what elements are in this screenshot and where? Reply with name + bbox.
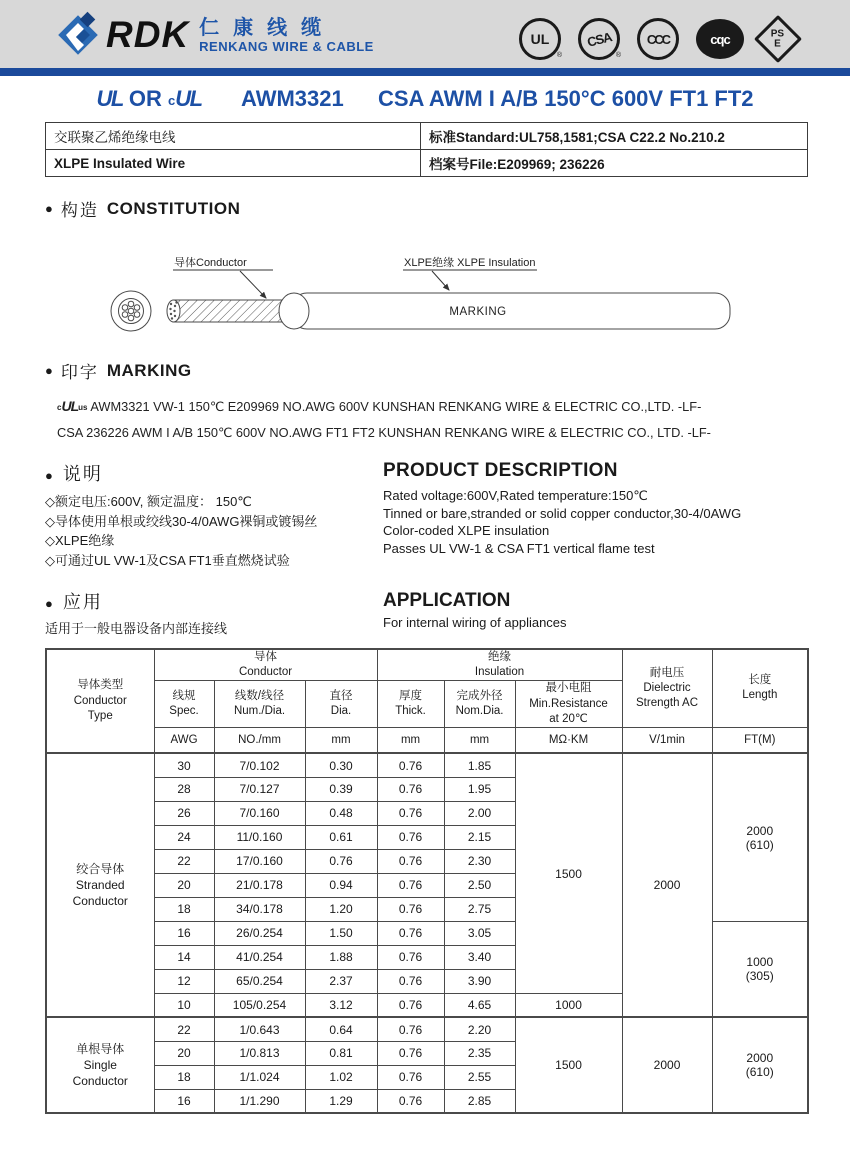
num-dia-cell: 21/0.178 <box>214 873 305 897</box>
info-row-2 <box>46 150 808 177</box>
num-dia-cell: 1/0.813 <box>214 1041 305 1065</box>
ul-mark-icon: UL <box>96 86 123 111</box>
description-en-item: Color-coded XLPE insulation <box>383 523 550 538</box>
dia-cell: 1.88 <box>305 945 377 969</box>
insulation-callout-label: XLPE绝缘 XLPE Insulation <box>404 257 536 269</box>
pse-cert-icon: PS E <box>754 15 802 63</box>
marking-heading: ● 印字 MARKING <box>45 360 192 382</box>
col-conductor-type: 导体类型 Conductor Type <box>46 649 154 753</box>
file-number-cell: 档案号File:E209969; 236226 <box>421 150 808 177</box>
marking-text-block <box>57 394 802 445</box>
cul-c-prefix: c <box>168 93 176 108</box>
thick-cell: 0.76 <box>377 1041 444 1065</box>
num-dia-cell: 1/1.024 <box>214 1065 305 1089</box>
unit-awg: AWG <box>154 727 214 753</box>
min-resistance-cell: 1500 <box>515 1017 622 1113</box>
application-cn-block <box>45 588 227 637</box>
awg-cell: 10 <box>154 993 214 1017</box>
thick-cell: 0.76 <box>377 1065 444 1089</box>
description-en-item: Rated voltage:600V,Rated temperature:150℃ <box>383 488 648 503</box>
dia-cell: 0.94 <box>305 873 377 897</box>
description-en-block <box>383 460 813 557</box>
dia-cell: 2.37 <box>305 969 377 993</box>
certification-marks <box>519 18 795 60</box>
dia-cell: 0.39 <box>305 777 377 801</box>
conductor-type-cell: 单根导体 Single Conductor <box>46 1017 154 1113</box>
description-cn-item: ◇导体使用单根或绞线30-4/0AWG裸铜或镀锡丝 <box>45 513 318 529</box>
conductor-type-cell: 绞合导体 Stranded Conductor <box>46 753 154 1017</box>
application-cn-heading: ● 应用 <box>45 592 103 612</box>
standard-cell: 标准Standard:UL758,1581;CSA C22.2 No.210.2 <box>421 123 808 150</box>
page-header <box>0 0 850 68</box>
company-logo <box>52 10 374 60</box>
dia-cell: 0.81 <box>305 1041 377 1065</box>
thick-cell: 0.76 <box>377 921 444 945</box>
min-resistance-cell: 1000 <box>515 993 622 1017</box>
description-cn-heading: ● 说明 <box>45 464 103 484</box>
awg-cell: 28 <box>154 777 214 801</box>
nom-dia-cell: 2.35 <box>444 1041 515 1065</box>
thick-cell: 0.76 <box>377 1017 444 1041</box>
marking-line-1: cULus AWM3321 VW-1 150℃ E209969 NO.AWG 600V KUNSHAN RENKANG WIRE & ELECTRIC CO.,LTD. -LF- <box>57 398 702 414</box>
dia-cell: 0.61 <box>305 825 377 849</box>
length-cell: 2000 (610) <box>712 753 808 921</box>
num-dia-cell: 26/0.254 <box>214 921 305 945</box>
awg-cell: 20 <box>154 873 214 897</box>
wire-construction-diagram <box>40 245 810 345</box>
marking-label: MARKING <box>449 306 507 318</box>
conductor-rod <box>167 300 290 322</box>
num-dia-cell: 41/0.254 <box>214 945 305 969</box>
ul-cert-icon: UL ® <box>519 18 561 60</box>
cul-mark-icon: UL <box>175 86 202 111</box>
unit-mm: mm <box>305 727 377 753</box>
nom-dia-cell: 2.00 <box>444 801 515 825</box>
conductor-callout-label: 导体Conductor <box>174 257 247 269</box>
cqc-cert-icon: cqc <box>696 19 744 59</box>
num-dia-cell: 17/0.160 <box>214 849 305 873</box>
length-cell: 2000 (610) <box>712 1017 808 1113</box>
title-model: AWM3321 <box>241 86 344 111</box>
awg-cell: 12 <box>154 969 214 993</box>
unit-no-mm: NO./mm <box>214 727 305 753</box>
thick-cell: 0.76 <box>377 897 444 921</box>
product-name-cn: 交联聚乙烯绝缘电线 <box>46 123 421 150</box>
num-dia-cell: 65/0.254 <box>214 969 305 993</box>
thick-cell: 0.76 <box>377 945 444 969</box>
nom-dia-cell: 4.65 <box>444 993 515 1017</box>
description-en-item: Tinned or bare,stranded or solid copper conductor,30-4/0AWG <box>383 505 742 521</box>
col-spec: 线规 Spec. <box>154 681 214 728</box>
awg-cell: 24 <box>154 825 214 849</box>
length-cell: 1000 (305) <box>712 921 808 1017</box>
cul-us-mark-icon: cULus <box>57 398 88 414</box>
min-resistance-cell: 1500 <box>515 753 622 993</box>
nom-dia-cell: 2.20 <box>444 1017 515 1041</box>
dia-cell: 0.64 <box>305 1017 377 1041</box>
spec-table <box>45 648 809 1114</box>
dia-cell: 0.48 <box>305 801 377 825</box>
nom-dia-cell: 2.50 <box>444 873 515 897</box>
awg-cell: 22 <box>154 849 214 873</box>
num-dia-cell: 105/0.254 <box>214 993 305 1017</box>
num-dia-cell: 7/0.102 <box>214 753 305 777</box>
title-rating: CSA AWM I A/B 150°C 600V FT1 FT2 <box>377 86 754 111</box>
application-en-block <box>383 590 567 630</box>
awg-cell: 14 <box>154 945 214 969</box>
dia-cell: 0.30 <box>305 753 377 777</box>
thick-cell: 0.76 <box>377 801 444 825</box>
num-dia-cell: 7/0.160 <box>214 801 305 825</box>
col-min-resistance: 最小电阻 Min.Resistance at 20℃ <box>515 681 622 728</box>
description-cn-item: ◇可通过UL VW-1及CSA FT1垂直燃烧试验 <box>45 552 290 568</box>
num-dia-cell: 34/0.178 <box>214 897 305 921</box>
thick-cell: 0.76 <box>377 993 444 1017</box>
header-divider-bar <box>0 68 850 76</box>
spec-row <box>46 1017 808 1041</box>
page-title <box>0 86 850 112</box>
unit-mm: mm <box>377 727 444 753</box>
awg-cell: 22 <box>154 1017 214 1041</box>
dia-cell: 1.50 <box>305 921 377 945</box>
awg-cell: 20 <box>154 1041 214 1065</box>
csa-cert-icon: CSA ® <box>578 18 620 60</box>
thick-cell: 0.76 <box>377 825 444 849</box>
logo-chinese-name: 仁康线缆 <box>199 16 336 39</box>
info-row-1 <box>46 123 808 150</box>
awg-cell: 18 <box>154 1065 214 1089</box>
spec-row <box>46 753 808 777</box>
product-name-en: XLPE Insulated Wire <box>46 150 421 177</box>
dia-cell: 1.02 <box>305 1065 377 1089</box>
num-dia-cell: 1/1.290 <box>214 1089 305 1113</box>
col-nom-dia: 完成外径 Nom.Dia. <box>444 681 515 728</box>
bullet-icon: ● <box>45 201 53 216</box>
constitution-heading: ● 构造 CONSTITUTION <box>45 198 241 220</box>
spec-header-units-row <box>46 727 808 753</box>
dielectric-cell: 2000 <box>622 753 712 1017</box>
dielectric-cell: 2000 <box>622 1017 712 1113</box>
awg-cell: 30 <box>154 753 214 777</box>
rdk-diamond-icon <box>52 10 104 60</box>
col-dielectric: 耐电压 Dielectric Strength AC <box>622 649 712 727</box>
awg-cell: 18 <box>154 897 214 921</box>
ccc-cert-icon: CCC <box>637 18 679 60</box>
conductor-cross-section-icon <box>111 291 151 331</box>
unit-v-1min: V/1min <box>622 727 712 753</box>
awg-cell: 16 <box>154 921 214 945</box>
product-info-table <box>45 122 808 177</box>
nom-dia-cell: 2.85 <box>444 1089 515 1113</box>
nom-dia-cell: 1.85 <box>444 753 515 777</box>
thick-cell: 0.76 <box>377 969 444 993</box>
nom-dia-cell: 2.55 <box>444 1065 515 1089</box>
col-dia: 直径 Dia. <box>305 681 377 728</box>
num-dia-cell: 1/0.643 <box>214 1017 305 1041</box>
logo-rdk-text: RDK <box>106 14 190 55</box>
marking-line-2: CSA 236226 AWM I A/B 150℃ 600V NO.AWG FT1 FT2 KUNSHAN RENKANG WIRE & ELECTRIC CO., LTD. -LF- <box>57 425 711 440</box>
description-cn-block <box>45 460 375 570</box>
thick-cell: 0.76 <box>377 849 444 873</box>
bullet-icon: ● <box>45 363 53 378</box>
spec-header-group-row <box>46 649 808 681</box>
description-cn-item: ◇额定电压:600V, 额定温度： 150℃ <box>45 494 252 509</box>
dia-cell: 0.76 <box>305 849 377 873</box>
nom-dia-cell: 3.90 <box>444 969 515 993</box>
description-cn-item: ◇XLPE绝缘 <box>45 533 115 548</box>
col-num-dia: 线数/线径 Num./Dia. <box>214 681 305 728</box>
col-length: 长度 Length <box>712 649 808 727</box>
insulation-tube <box>279 293 730 329</box>
thick-cell: 0.76 <box>377 753 444 777</box>
title-or: OR <box>128 86 162 111</box>
logo-english-name: RENKANG WIRE & CABLE <box>199 38 374 54</box>
dia-cell: 1.20 <box>305 897 377 921</box>
group-insulation: 绝缘 Insulation <box>377 649 622 681</box>
col-thick: 厚度 Thick. <box>377 681 444 728</box>
description-en-heading: PRODUCT DESCRIPTION <box>383 460 618 481</box>
thick-cell: 0.76 <box>377 777 444 801</box>
awg-cell: 26 <box>154 801 214 825</box>
application-cn-text: 适用于一般电器设备内部连接线 <box>45 621 228 636</box>
thick-cell: 0.76 <box>377 1089 444 1113</box>
nom-dia-cell: 2.75 <box>444 897 515 921</box>
spec-table-body <box>46 753 808 1113</box>
nom-dia-cell: 2.15 <box>444 825 515 849</box>
num-dia-cell: 11/0.160 <box>214 825 305 849</box>
unit-ft-m: FT(M) <box>712 727 808 753</box>
nom-dia-cell: 3.40 <box>444 945 515 969</box>
awg-cell: 16 <box>154 1089 214 1113</box>
thick-cell: 0.76 <box>377 873 444 897</box>
num-dia-cell: 7/0.127 <box>214 777 305 801</box>
nom-dia-cell: 2.30 <box>444 849 515 873</box>
unit-mm: mm <box>444 727 515 753</box>
nom-dia-cell: 1.95 <box>444 777 515 801</box>
unit-mohm-km: MΩ·KM <box>515 727 622 753</box>
dia-cell: 1.29 <box>305 1089 377 1113</box>
application-en-text: For internal wiring of appliances <box>383 615 567 630</box>
dia-cell: 3.12 <box>305 993 377 1017</box>
nom-dia-cell: 3.05 <box>444 921 515 945</box>
description-en-item: Passes UL VW-1 & CSA FT1 vertical flame test <box>383 540 655 556</box>
group-conductor: 导体 Conductor <box>154 649 377 681</box>
application-en-heading: APPLICATION <box>383 590 511 611</box>
